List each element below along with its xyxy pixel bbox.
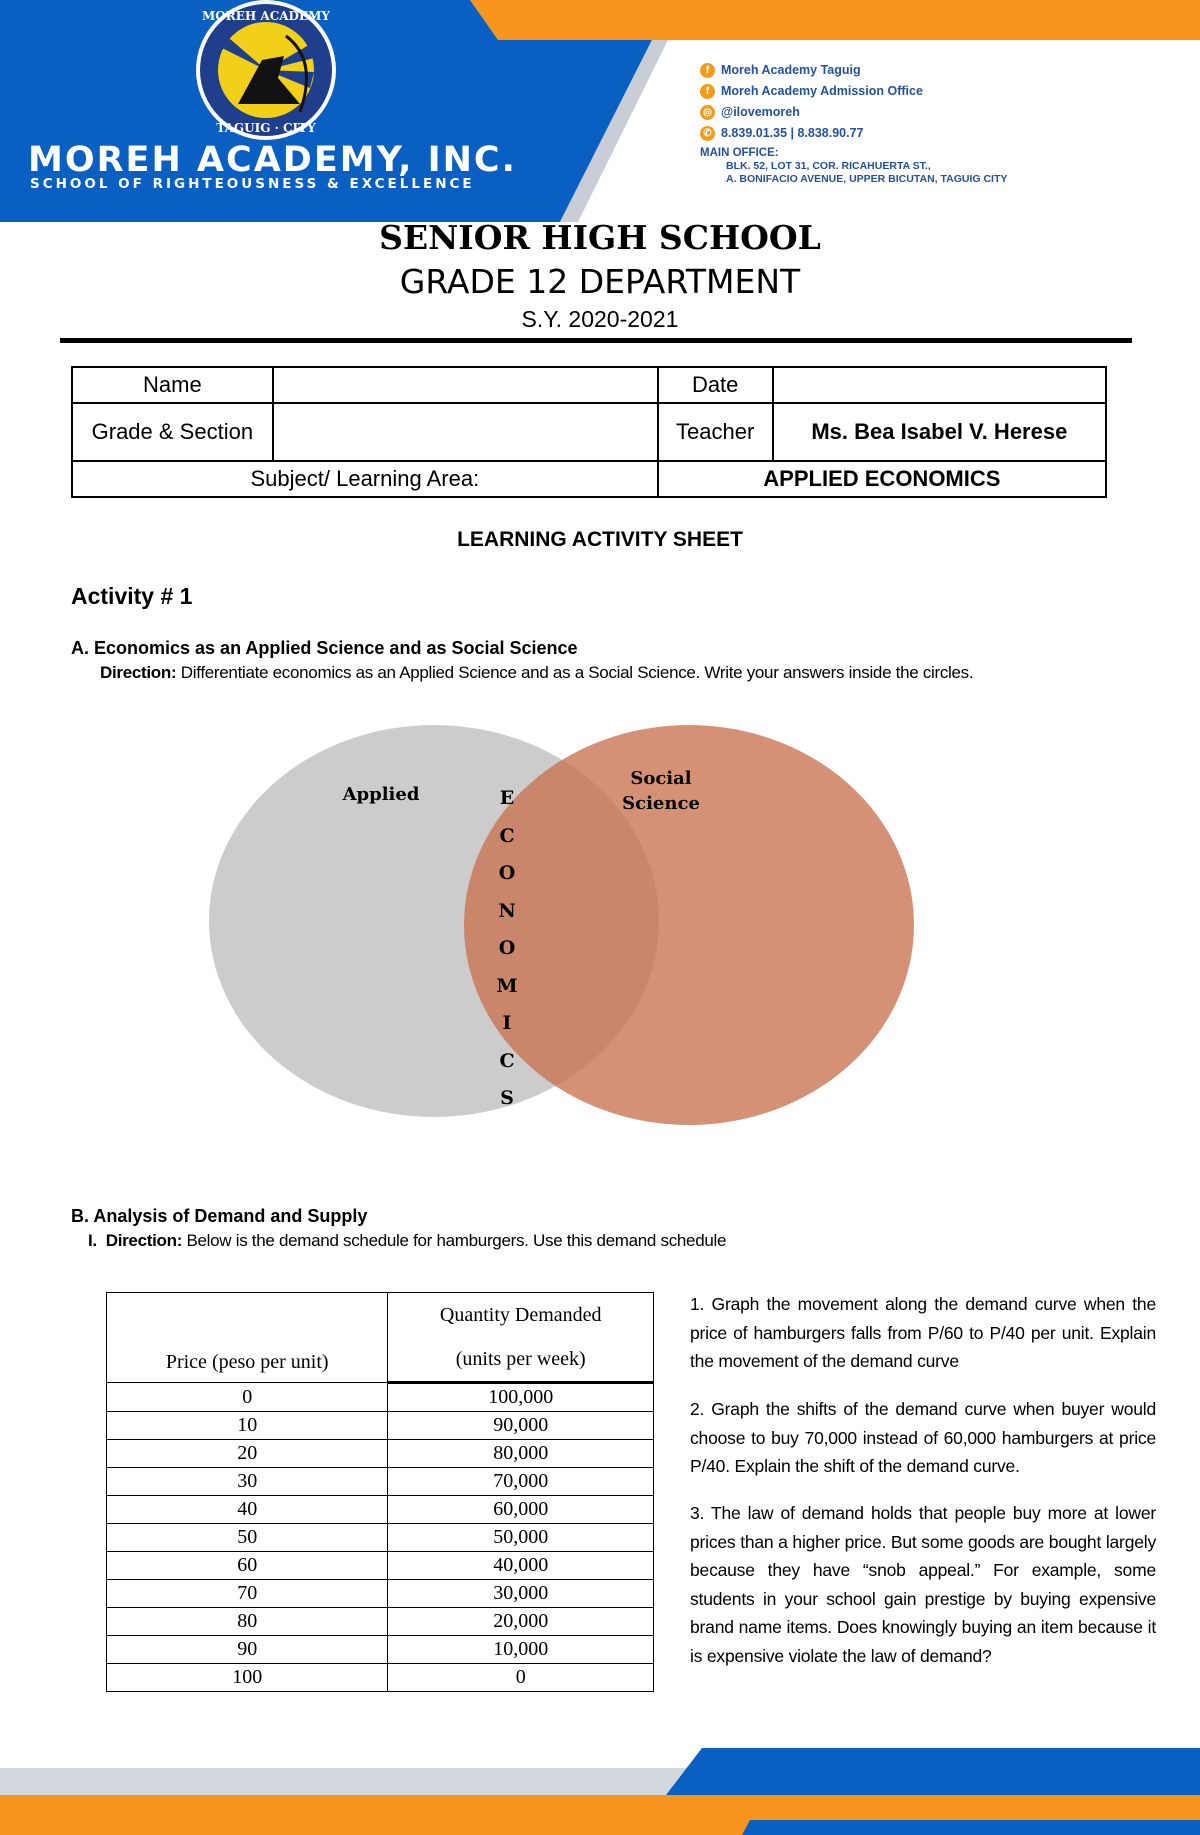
quantity-cell: 0 xyxy=(388,1664,654,1692)
contact-block xyxy=(700,60,1007,186)
quantity-cell: 80,000 xyxy=(388,1440,654,1468)
table-row xyxy=(107,1496,654,1524)
table-header-qty: Quantity Demanded xyxy=(388,1293,654,1338)
venn-letter: O xyxy=(498,937,516,959)
section-a-direction xyxy=(100,663,973,683)
price-cell: 80 xyxy=(107,1608,388,1636)
direction-label: Direction: xyxy=(100,663,177,682)
venn-letter: C xyxy=(499,824,515,847)
divider xyxy=(60,338,1132,343)
section-a-title: A. Economics as an Applied Science and as Social Science xyxy=(71,638,578,658)
venn-letter xyxy=(490,1080,524,1094)
table-row xyxy=(107,1608,654,1636)
date-label: Date xyxy=(658,367,773,403)
quantity-cell: 70,000 xyxy=(388,1468,654,1496)
contact-row xyxy=(700,102,1007,123)
table-row xyxy=(107,1468,654,1496)
venn-right-label xyxy=(606,766,716,816)
venn-letter: N xyxy=(498,899,516,922)
subject-value: APPLIED ECONOMICS xyxy=(658,461,1106,497)
office-line: BLK. 52, LOT 31, COR. RICAHUERTA ST., xyxy=(726,160,931,172)
price-cell: 70 xyxy=(107,1580,388,1608)
price-cell: 30 xyxy=(107,1468,388,1496)
school-tagline: SCHOOL OF RIGHTEOUSNESS & EXCELLENCE xyxy=(30,176,475,192)
quantity-cell: 10,000 xyxy=(388,1636,654,1664)
instagram-icon: ◎ xyxy=(700,105,715,120)
table-header-price: Price (peso per unit) xyxy=(107,1293,388,1383)
title-senior-high: SENIOR HIGH SCHOOL xyxy=(379,218,821,257)
venn-right-label-line: Social xyxy=(630,768,692,789)
table-row xyxy=(107,1636,654,1664)
price-cell: 90 xyxy=(107,1636,388,1664)
school-name: MOREH ACADEMY, INC. xyxy=(28,140,517,180)
venn-right-label-line: Science xyxy=(622,793,700,814)
table-body xyxy=(107,1383,654,1692)
section-b-title: B. Analysis of Demand and Supply xyxy=(71,1206,368,1226)
price-cell: 10 xyxy=(107,1412,388,1440)
price-cell: 20 xyxy=(107,1440,388,1468)
direction-text: Below is the demand schedule for hamburgers. Use this demand schedule xyxy=(182,1231,727,1250)
table-row xyxy=(107,1524,654,1552)
price-cell: 0 xyxy=(107,1383,388,1412)
teacher-label: Teacher xyxy=(658,403,773,461)
footer-banner xyxy=(0,1740,1200,1835)
sheet-title: LEARNING ACTIVITY SHEET xyxy=(457,528,743,551)
contact-text: @ilovemoreh xyxy=(721,105,800,119)
name-field[interactable] xyxy=(273,367,658,403)
table-row xyxy=(107,1440,654,1468)
question-1: 1. Graph the movement along the demand curve when the price of hamburgers falls from P/60 to P/40 per unit. Explain the movement of the demand curve xyxy=(690,1294,1156,1371)
grade-section-field[interactable] xyxy=(273,403,658,461)
table-row xyxy=(107,1664,654,1692)
direction-label: Direction: xyxy=(105,1231,183,1250)
contact-row xyxy=(700,123,1007,144)
quantity-cell: 30,000 xyxy=(388,1580,654,1608)
section-b-direction xyxy=(88,1231,726,1251)
question-2: 2. Graph the shifts of the demand curve when buyer would choose to buy 70,000 instead of 60,000 hamburgers at price P/40. Explain the shift of the demand curve. xyxy=(690,1399,1156,1476)
venn-letter: O xyxy=(498,862,516,884)
teacher-value: Ms. Bea Isabel V. Herese xyxy=(773,403,1106,461)
quantity-cell: 90,000 xyxy=(388,1412,654,1440)
venn-diagram xyxy=(200,715,960,1135)
contact-row xyxy=(700,60,1007,81)
quantity-cell: 100,000 xyxy=(388,1383,654,1412)
table-row xyxy=(107,1383,654,1412)
venn-center-word xyxy=(490,780,524,1094)
price-cell: 50 xyxy=(107,1524,388,1552)
quantity-cell: 60,000 xyxy=(388,1496,654,1524)
activity-title: Activity # 1 xyxy=(71,583,193,609)
phone-icon: ✆ xyxy=(700,126,715,141)
grade-section-label: Grade & Section xyxy=(72,403,273,461)
question-3: 3. The law of demand holds that people buy more at lower prices than a higher price. But some goods are bought largely because they have “snob appeal.” For example, some students in your school gain prestige by buying expensive brand name items. Does knowingly buying an item because it is expensive violate the law of demand? xyxy=(690,1503,1156,1666)
title-department: GRADE 12 DEPARTMENT xyxy=(399,262,801,301)
demand-schedule-table xyxy=(106,1292,654,1692)
contact-text: Moreh Academy Admission Office xyxy=(721,84,923,98)
office-line: A. BONIFACIO AVENUE, UPPER BICUTAN, TAGUIG CITY xyxy=(726,173,1008,185)
contact-text: 8.839.01.35 | 8.838.90.77 xyxy=(721,126,864,140)
contact-text: Moreh Academy Taguig xyxy=(721,63,861,77)
venn-letter: C xyxy=(499,1049,515,1072)
venn-letter: M xyxy=(496,974,518,997)
direction-text: Differentiate economics as an Applied Science and as a Social Science. Write your answers inside the circles. xyxy=(176,663,974,682)
quantity-cell: 20,000 xyxy=(388,1608,654,1636)
office-label: MAIN OFFICE: xyxy=(700,147,779,159)
title-school-year: S.Y. 2020-2021 xyxy=(521,306,679,332)
facebook-icon: f xyxy=(700,63,715,78)
svg-text:MOREH ACADEMY: MOREH ACADEMY xyxy=(202,9,330,23)
subject-label: Subject/ Learning Area: xyxy=(72,461,658,497)
student-info-table xyxy=(71,366,1107,498)
date-field[interactable] xyxy=(773,367,1106,403)
quantity-cell: 50,000 xyxy=(388,1524,654,1552)
table-row xyxy=(107,1552,654,1580)
table-header-qty-unit: (units per week) xyxy=(388,1337,654,1383)
price-cell: 60 xyxy=(107,1552,388,1580)
venn-left-label: Applied xyxy=(342,784,420,805)
facebook-icon: f xyxy=(700,84,715,99)
school-seal-icon xyxy=(196,0,336,140)
price-cell: 100 xyxy=(107,1664,388,1692)
contact-row xyxy=(700,81,1007,102)
table-row xyxy=(107,1580,654,1608)
venn-letter: I xyxy=(502,1012,512,1034)
table-row xyxy=(107,1412,654,1440)
roman-numeral: I. xyxy=(88,1231,97,1250)
svg-text:TAGUIG · CITY: TAGUIG · CITY xyxy=(216,121,316,135)
main-office xyxy=(700,147,1007,186)
quantity-cell: 40,000 xyxy=(388,1552,654,1580)
price-cell: 40 xyxy=(107,1496,388,1524)
name-label: Name xyxy=(72,367,273,403)
venn-letter: E xyxy=(499,787,515,809)
